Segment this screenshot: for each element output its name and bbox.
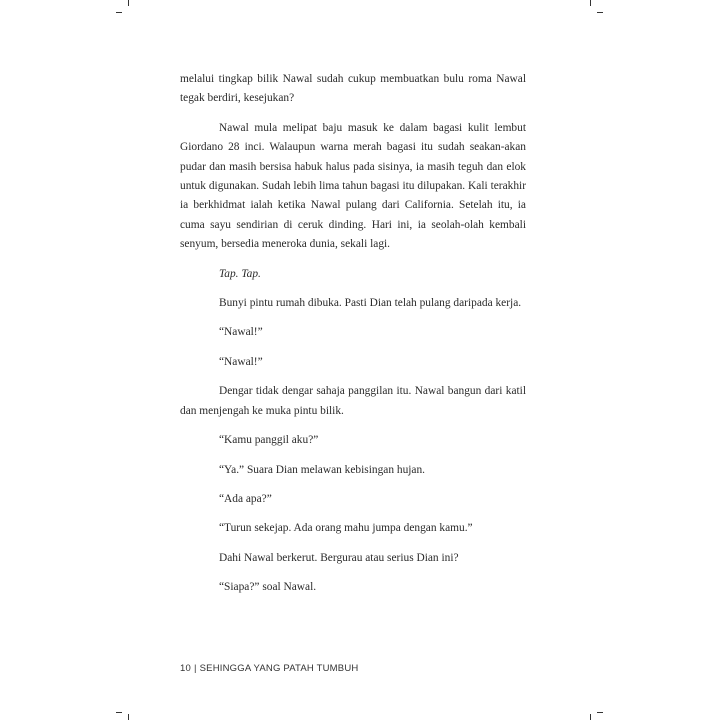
- paragraph: Dahi Nawal berkerut. Bergurau atau serius Dian ini?: [219, 551, 459, 564]
- crop-mark: [590, 0, 591, 6]
- paragraph: Nawal mula melipat baju masuk ke dalam bagasi kulit lembut Giordano 28 inci. Walaupun warna merah bagasi itu sudah seakan-akan pudar dan masih bersisa habuk halus pada sisinya, ia masih teguh dan elok untuk digunakan. Sudah lebih lima tahun bagasi itu dilupakan. Kali terakhir ia berkhidmat ialah ketika Nawal pulang dari California. Setelah itu, ia cuma sayu sendirian di ceruk dinding. Hari ini, ia seolah-olah kembali senyum, bersedia meneroka dunia, sekali lagi.: [180, 121, 526, 251]
- crop-mark: [597, 712, 603, 713]
- dialogue-line: “Turun sekejap. Ada orang mahu jumpa dengan kamu.”: [219, 522, 473, 535]
- dialogue-line: “Nawal!”: [219, 355, 263, 368]
- crop-mark: [116, 12, 122, 13]
- crop-mark: [116, 712, 122, 713]
- page-footer: [180, 663, 358, 674]
- footer-separator: |: [193, 663, 197, 674]
- dialogue-line: “Nawal!”: [219, 326, 263, 339]
- crop-mark: [128, 714, 129, 720]
- dialogue-line: “Siapa?” soal Nawal.: [219, 581, 317, 594]
- running-title: SEHINGGA YANG PATAH TUMBUH: [199, 663, 359, 674]
- dialogue-line: “Kamu panggil aku?”: [219, 434, 319, 447]
- body-text: [180, 70, 526, 608]
- crop-mark: [590, 714, 591, 720]
- dialogue-line: “Ada apa?”: [219, 492, 272, 505]
- crop-mark: [128, 0, 129, 6]
- page-number: 10: [180, 663, 191, 674]
- paragraph-italic: Tap. Tap.: [219, 267, 261, 280]
- crop-mark: [597, 12, 603, 13]
- dialogue-line: “Ya.” Suara Dian melawan kebisingan hujan.: [219, 463, 426, 476]
- paragraph: Dengar tidak dengar sahaja panggilan itu. Nawal bangun dari katil dan menjengah ke muka pintu bilik.: [180, 385, 526, 417]
- paragraph: Bunyi pintu rumah dibuka. Pasti Dian telah pulang daripada kerja.: [219, 297, 522, 310]
- paragraph: melalui tingkap bilik Nawal sudah cukup membuatkan bulu roma Nawal tegak berdiri, kesejukan?: [180, 73, 526, 105]
